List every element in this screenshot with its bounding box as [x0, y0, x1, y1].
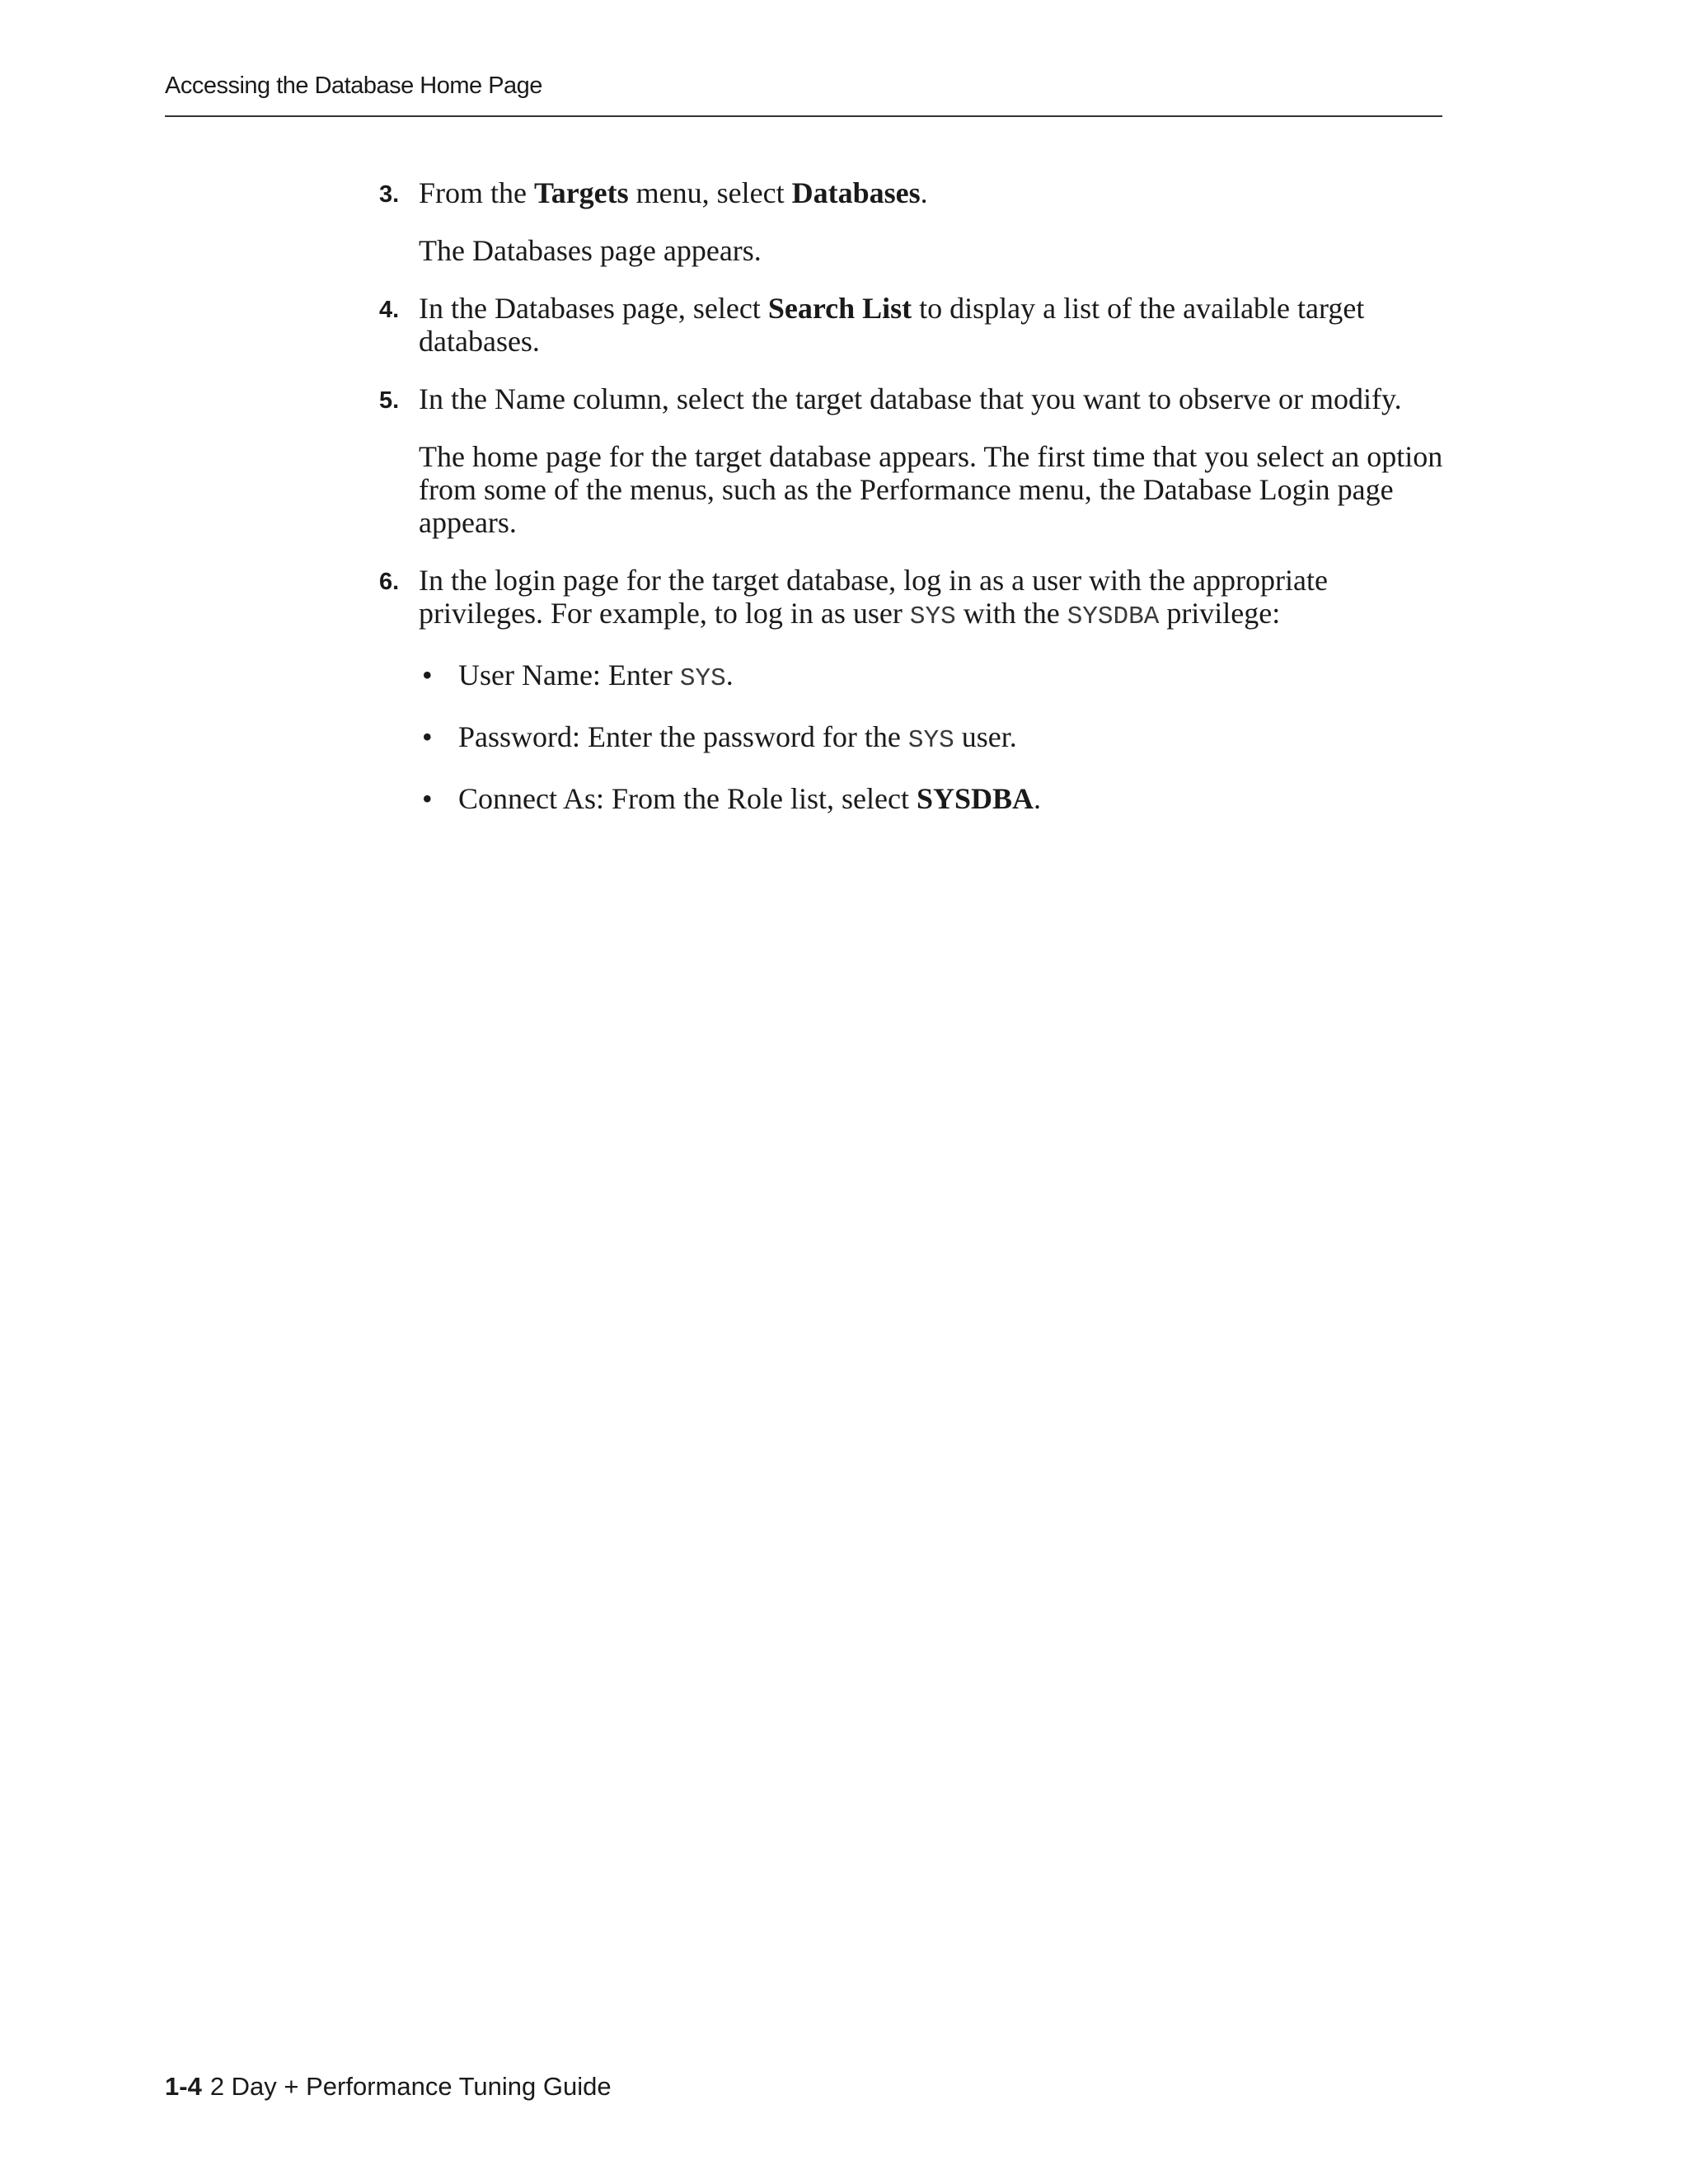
text-run: From the [419, 176, 534, 209]
text-run: User Name: Enter [458, 658, 680, 691]
text-run: . [920, 176, 928, 209]
text-run: with the [955, 597, 1067, 630]
step-3-result: The Databases page appears. [419, 234, 762, 267]
bullet-icon: • [422, 782, 433, 815]
text-run: In the login page for the target database, log in as a user with the appropriate privileges. For example, to log in as user [419, 564, 1328, 630]
book-title: 2 Day + Performance Tuning Guide [209, 2072, 612, 2101]
list-item-connect-as [419, 782, 1451, 815]
step-text: In the Name column, select the target database that you want to observe or modify. [419, 382, 1402, 415]
step-5-result: The home page for the target database appears. The first time that you select an option from some of the menus, such as the Performance menu, the Database Login page appears. [419, 440, 1443, 539]
login-fields-list [419, 658, 1451, 815]
page-body [379, 176, 1451, 840]
step-text [419, 564, 1328, 630]
step-number: 5. [379, 387, 400, 414]
step-5 [379, 382, 1451, 415]
step-number: 4. [379, 297, 400, 323]
page-number: 1-4 [165, 2072, 202, 2101]
ui-term-sysdba: SYSDBA [916, 782, 1034, 815]
header-rule [165, 115, 1442, 117]
bullet-icon: • [422, 720, 433, 753]
code-sys: SYS [679, 664, 726, 693]
list-item-password [419, 720, 1451, 757]
text-run: menu, select [628, 176, 792, 209]
code-sys: SYS [909, 602, 956, 631]
text-run: In the Databases page, select [419, 292, 768, 325]
step-6 [379, 564, 1451, 634]
code-sysdba: SYSDBA [1067, 602, 1160, 631]
text-run: privilege: [1159, 597, 1281, 630]
text-run: Connect As: From the Role list, select [458, 782, 917, 815]
text-run: . [1034, 782, 1042, 815]
ui-term-search-list: Search List [767, 292, 912, 325]
step-number: 3. [379, 181, 400, 208]
list-item-user-name [419, 658, 1451, 696]
bullet-icon: • [422, 658, 433, 691]
step-text [419, 176, 928, 209]
step-text [419, 292, 1364, 358]
code-sys: SYS [907, 726, 954, 755]
text-run: Password: Enter the password for the [458, 720, 908, 753]
ui-term-databases: Databases [791, 176, 921, 209]
text-run: to display a list of the available target databases. [419, 292, 1365, 358]
step-4 [379, 292, 1451, 358]
ui-term-targets: Targets [534, 176, 629, 209]
page-footer [165, 2072, 612, 2102]
text-run: . [725, 658, 734, 691]
step-3 [379, 176, 1451, 209]
text-run: user. [954, 720, 1017, 753]
running-header: Accessing the Database Home Page [165, 73, 542, 99]
step-number: 6. [379, 569, 400, 595]
